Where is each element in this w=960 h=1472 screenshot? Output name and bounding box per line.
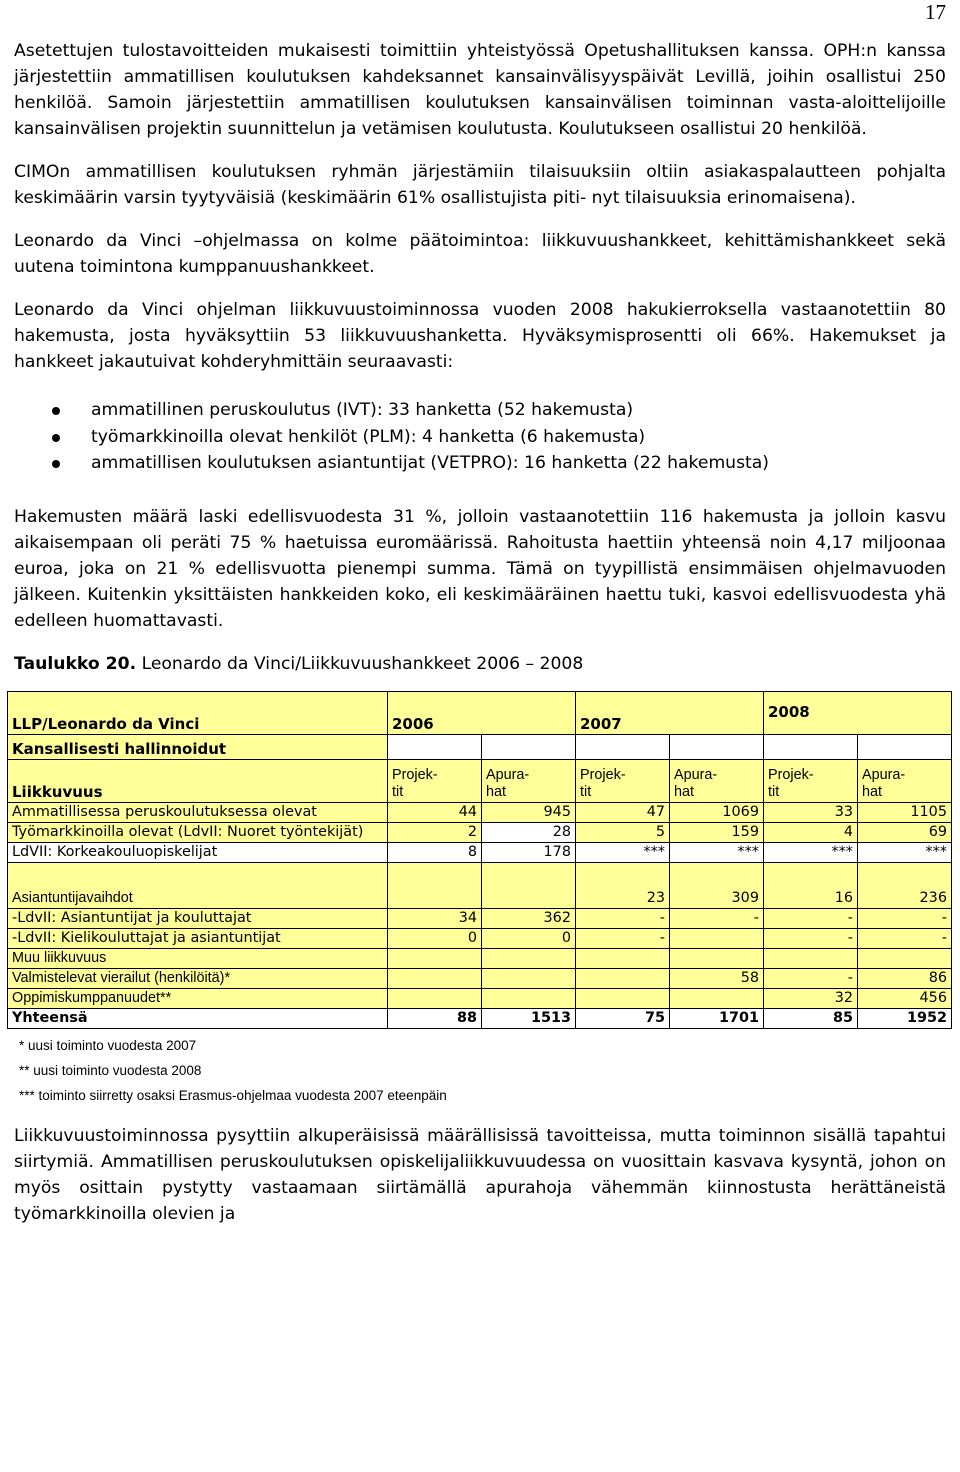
table-row — [8, 822, 952, 842]
cell: 362 — [482, 908, 576, 928]
cell: 16 — [764, 862, 858, 908]
table-title: LLP/Leonardo da Vinci — [8, 691, 388, 734]
cell: 8 — [388, 842, 482, 862]
bullet-text: ammatillinen peruskoulutus (IVT): 33 hanketta (52 hakemusta) — [91, 400, 634, 420]
cell: 1069 — [670, 802, 764, 822]
table-row — [8, 802, 952, 822]
bullet-text: ammatillisen koulutuksen asiantuntijat (VETPRO): 16 hanketta (22 hakemusta) — [91, 453, 770, 473]
cell: - — [764, 968, 858, 988]
row-label: Asiantuntijavaihdot — [8, 862, 388, 908]
bullet-list — [14, 397, 946, 477]
cell: *** — [670, 842, 764, 862]
cell: 88 — [388, 1008, 482, 1028]
cell: 1105 — [858, 802, 952, 822]
col-header-projects: Projek- tit — [764, 759, 858, 802]
paragraph-5: Hakemusten määrä laski edellisvuodesta 31 %, jolloin vastaanotettiin 116 hakemusta ja jolloin kasvu aikaisempaan oli peräti 75 % haetuissa euromäärissä. Rahoitusta haettiin yhteensä noin 4,17 miljoonaa euroa, joka on 21 % edellisvuotta pienempi summa. Tämä on tyypillistä ensimmäisen ohjelmavuoden jälkeen. Kuitenkin yksittäisten hankkeiden koko, eli keskimääräinen haettu tuki, kasvoi edellisvuodesta yhä edelleen huomattavasti. — [14, 506, 946, 631]
row-label: Yhteensä — [8, 1008, 388, 1028]
table-caption — [14, 651, 946, 677]
cell — [670, 988, 764, 1008]
page-number: 17 — [925, 0, 946, 24]
cell: 28 — [482, 822, 576, 842]
cell: 44 — [388, 802, 482, 822]
cell — [576, 988, 670, 1008]
table-row — [8, 968, 952, 988]
row-label: -LdvII: Kielikouluttajat ja asiantuntijat — [8, 928, 388, 948]
cell: 0 — [482, 928, 576, 948]
cell: 1952 — [858, 1008, 952, 1028]
table-row — [8, 908, 952, 928]
cell — [388, 862, 482, 908]
cell: 1701 — [670, 1008, 764, 1028]
row-label: -LdvII: Asiantuntijat ja kouluttajat — [8, 908, 388, 928]
cell: - — [670, 908, 764, 928]
row-label: Ammatillisessa peruskoulutuksessa olevat — [8, 802, 388, 822]
activity-label: Liikkuvuus — [8, 759, 388, 802]
bullet-text: työmarkkinoilla olevat henkilöt (PLM): 4 hanketta (6 hakemusta) — [91, 426, 646, 447]
cell: 309 — [670, 862, 764, 908]
bullet-item — [14, 450, 946, 477]
cell: 33 — [764, 802, 858, 822]
cell: 32 — [764, 988, 858, 1008]
row-label: Oppimiskumppanuudet** — [8, 988, 388, 1008]
row-label: Muu liikkuvuus — [8, 948, 388, 968]
paragraph-1: Asetettujen tulostavoitteiden mukaisesti toimittiin yhteistyössä Opetushallituksen kanssa. OPH:n kanssa järjestettiin ammatillisen koulutuksen kahdeksannet kansainvälisyyspäivät Levillä, joihin osallistui 250 henkilöä. Samoin järjestettiin ammatillisen koulutuksen kansainvälisen toiminnan vasta-aloittelijoille kansainvälisen projektin suunnittelun ja vetämisen koulutusta. Koulutukseen osallistui 20 henkilöä. — [14, 41, 946, 139]
cell: - — [764, 928, 858, 948]
mobility-table — [7, 691, 952, 1029]
footnote: * uusi toiminto vuodesta 2007 — [19, 1037, 197, 1053]
footnote: ** uusi toiminto vuodesta 2008 — [19, 1062, 202, 1078]
cell: 5 — [576, 822, 670, 842]
cell: - — [858, 908, 952, 928]
cell: - — [858, 928, 952, 948]
cell — [576, 968, 670, 988]
footnote: *** toiminto siirretty osaksi Erasmus-ohjelmaa vuodesta 2007 eteenpäin — [19, 1087, 447, 1103]
cell: *** — [764, 842, 858, 862]
cell — [482, 988, 576, 1008]
cell: 0 — [388, 928, 482, 948]
table-row — [8, 988, 952, 1008]
cell: - — [576, 928, 670, 948]
cell — [482, 862, 576, 908]
table-caption-label: Taulukko 20. — [14, 653, 137, 674]
row-label: Työmarkkinoilla olevat (LdvII: Nuoret työntekijät) — [8, 822, 388, 842]
table-subheader: Kansallisesti hallinnoidut — [8, 734, 388, 759]
cell: 34 — [388, 908, 482, 928]
cell: *** — [858, 842, 952, 862]
cell: 236 — [858, 862, 952, 908]
cell: 23 — [576, 862, 670, 908]
bullet-icon — [52, 460, 60, 468]
col-header-grants: Apura- hat — [858, 759, 952, 802]
cell: 58 — [670, 968, 764, 988]
cell — [482, 968, 576, 988]
cell: 159 — [670, 822, 764, 842]
paragraph-6: Liikkuvuustoiminnossa pysyttiin alkuperäisissä määrällisissä tavoitteissa, mutta toiminnon sisällä tapahtui siirtymiä. Ammatillisen peruskoulutuksen opiskelijaliikkuvuudessa on vuosittain kasvava kysyntä, johon on myös osittain pystytty vastaamaan siirtämällä apurahoja vähemmän kiinnostusta herättäneistä työmarkkinoilla olevien ja — [14, 1125, 946, 1224]
table-row — [8, 862, 952, 908]
cell: 456 — [858, 988, 952, 1008]
cell: - — [764, 908, 858, 928]
cell: 47 — [576, 802, 670, 822]
cell: 75 — [576, 1008, 670, 1028]
paragraph-2: CIMOn ammatillisen koulutuksen ryhmän järjestämiin tilaisuuksiin oltiin asiakaspalautteen pohjalta keskimäärin varsin tyytyväisiä (keskimäärin 61% osallistujista piti- nyt tilaisuuksia erinomaisena). — [14, 162, 946, 208]
year-header: 2007 — [576, 691, 764, 734]
row-label: Valmistelevat vierailut (henkilöitä)* — [8, 968, 388, 988]
cell: 1513 — [482, 1008, 576, 1028]
cell — [388, 988, 482, 1008]
cell — [388, 968, 482, 988]
bullet-item — [14, 397, 946, 424]
bullet-icon — [52, 434, 60, 442]
cell — [670, 928, 764, 948]
col-header-grants: Apura- hat — [670, 759, 764, 802]
table-total-row — [8, 1008, 952, 1028]
row-label: LdVII: Korkeakouluopiskelijat — [8, 842, 388, 862]
document-body — [14, 38, 946, 1227]
bullet-icon — [52, 407, 60, 415]
col-header-projects: Projek- tit — [388, 759, 482, 802]
table-row — [8, 948, 952, 968]
cell: 86 — [858, 968, 952, 988]
year-header: 2006 — [388, 691, 576, 734]
table-footnotes — [19, 1033, 946, 1108]
cell: 4 — [764, 822, 858, 842]
cell: - — [576, 908, 670, 928]
paragraph-3: Leonardo da Vinci –ohjelmassa on kolme päätoimintoa: liikkuvuushankkeet, kehittämishankkeet sekä uutena toimintona kumppanuushankkeet. — [14, 231, 946, 277]
table-caption-text: Leonardo da Vinci/Liikkuvuushankkeet 2006 – 2008 — [136, 653, 584, 674]
cell: 945 — [482, 802, 576, 822]
paragraph-4: Leonardo da Vinci ohjelman liikkuvuustoiminnossa vuoden 2008 hakukierroksella vastaanotettiin 80 hakemusta, josta hyväksyttiin 53 liikkuvuushanketta. Hyväksymisprosentti oli 66%. Hakemukset ja hankkeet jakautuivat kohderyhmittäin seuraavasti: — [14, 300, 946, 372]
table-row — [8, 842, 952, 862]
cell: 85 — [764, 1008, 858, 1028]
table-row — [8, 928, 952, 948]
cell: 69 — [858, 822, 952, 842]
bullet-item — [14, 424, 946, 451]
col-header-grants: Apura- hat — [482, 759, 576, 802]
cell: 178 — [482, 842, 576, 862]
col-header-projects: Projek- tit — [576, 759, 670, 802]
cell: 2 — [388, 822, 482, 842]
cell: *** — [576, 842, 670, 862]
year-header: 2008 — [764, 691, 952, 734]
